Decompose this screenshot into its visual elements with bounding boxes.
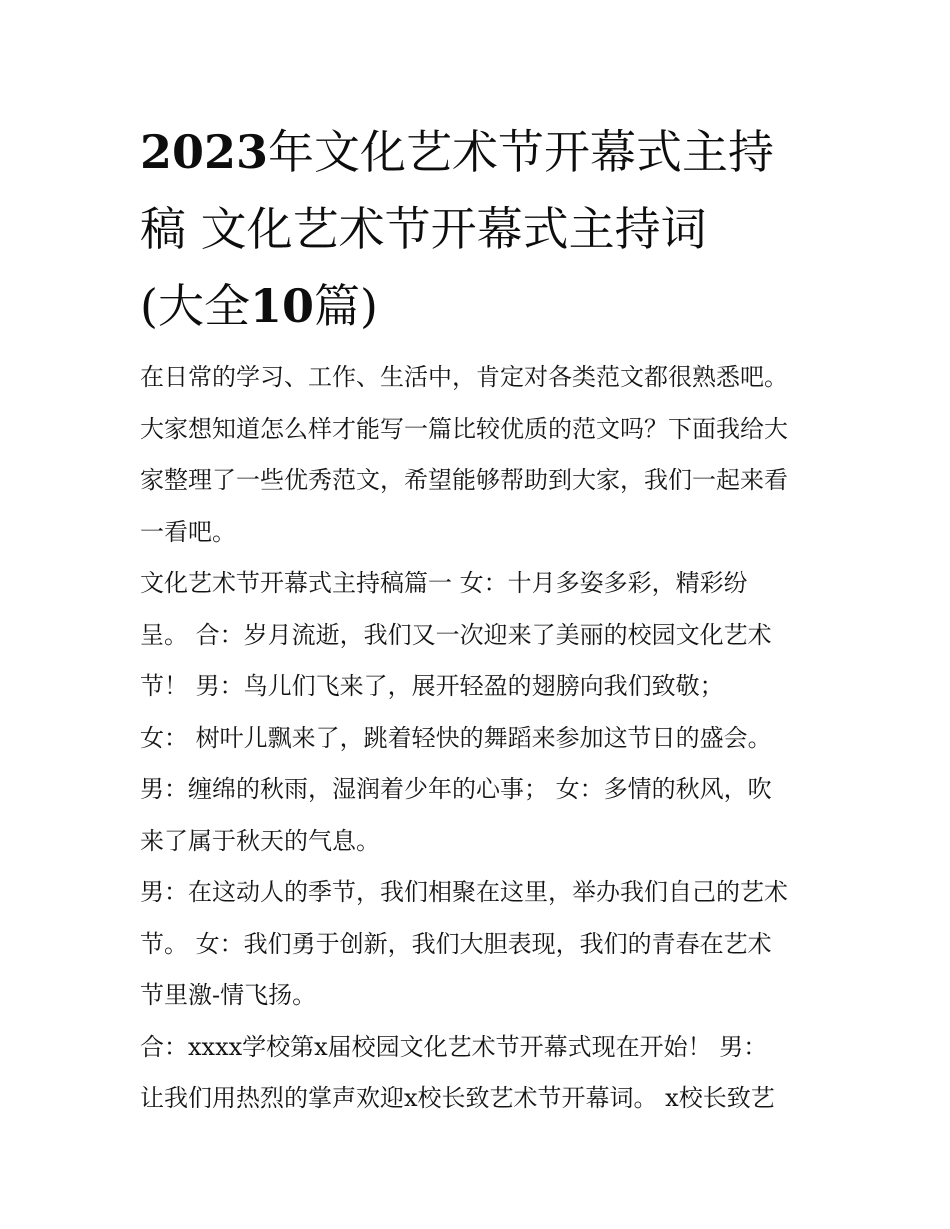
text-line: 在日常的学习、工作、生活中，肯定对各类范文都很熟悉吧。 xyxy=(140,363,788,391)
text-line: 节里激-情飞扬。 xyxy=(140,981,317,1009)
text-line: 女： 树叶儿飘来了，跳着轻快的舞蹈来参加这节日的盛会。 xyxy=(140,723,772,752)
text-line: 让我们用热烈的掌声欢迎x校长致艺术节开幕词。 x校长致艺 xyxy=(140,1084,775,1112)
paragraph-opening-announcement xyxy=(140,1022,830,1125)
text-line: 来了属于秋天的气息。 xyxy=(140,826,380,855)
paragraph-leaves xyxy=(140,713,830,765)
text-line: 合：xxxx学校第x届校园文化艺术节开幕式现在开始！ 男： xyxy=(140,1032,768,1061)
text-line: 男：在这动人的季节，我们相聚在这里，举办我们自己的艺术 xyxy=(140,878,788,906)
text-line: 大家想知道怎么样才能写一篇比较优质的范文吗？下面我给大 xyxy=(140,414,788,443)
title-line-2: 稿 文化艺术节开幕式主持词 xyxy=(140,202,707,256)
text-line: 文化艺术节开幕式主持稿篇一 女：十月多姿多彩，精彩纷 xyxy=(140,569,748,597)
text-line: 家整理了一些优秀范文，希望能够帮助到大家，我们一起来看 xyxy=(140,466,788,494)
document-body xyxy=(140,352,830,1125)
text-line: 节。 女：我们勇于创新，我们大胆表现，我们的青春在艺术 xyxy=(140,929,772,958)
text-line: 呈。 合：岁月流逝，我们又一次迎来了美丽的校园文化艺术 xyxy=(140,620,772,649)
paragraph-festival xyxy=(140,867,830,1022)
text-line: 男：缠绵的秋雨，湿润着少年的心事； 女：多情的秋风，吹 xyxy=(140,775,772,803)
paragraph-opening xyxy=(140,558,830,713)
document-title xyxy=(140,114,830,345)
text-line: 一看吧。 xyxy=(140,517,236,546)
text-line: 节！ 男：鸟儿们飞来了，展开轻盈的翅膀向我们致敬； xyxy=(140,672,724,700)
paragraph-autumn xyxy=(140,764,830,867)
title-line-1: 2023年文化艺术节开幕式主持 xyxy=(140,125,775,179)
title-line-3: (大全10篇) xyxy=(140,279,378,333)
paragraph-intro xyxy=(140,352,830,558)
